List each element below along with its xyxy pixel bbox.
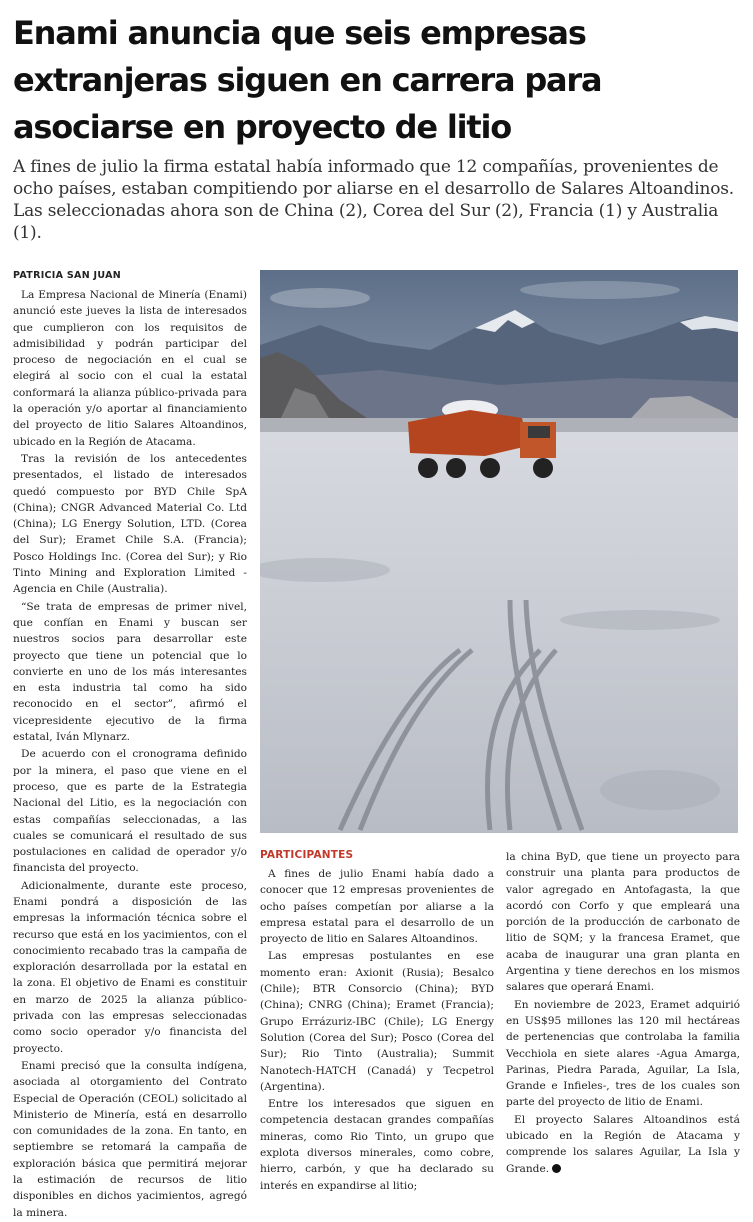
paragraph: Entre los interesados que siguen en competencia destacan grandes compañías mineras, como Rio Tinto, un grupo que explota diversos minerales, como cobre, hierro, carbón, y que ha declarado su interés en expandirse al litio; — [260, 1098, 494, 1192]
article-column-3 — [506, 849, 740, 1178]
paragraph — [506, 1112, 740, 1177]
paragraph: La Empresa Nacional de Minería (Enami) anunció este jueves la lista de interesados que cumplieron con los requisitos de admisibilidad y podrán participar del proceso de negociación en el cual se elegirá al socio con el cual la estatal conformará la alianza público-privada para la operación y/o aportar al financiamiento del proyecto de litio Salares Altoandinos, ubicado en la Región de Atacama. — [13, 289, 247, 448]
headline-line-1: Enami anuncia que seis empresas — [13, 14, 586, 52]
end-mark-icon: P — [552, 1164, 561, 1173]
paragraph: De acuerdo con el cronograma definido por la minera, el paso que viene en el proceso, que es parte de la Estrategia Nacional del Litio, es la negociación con estas compañías seleccionadas, a las cuales se comunicará el resultado de sus postulaciones en calidad de operador y/o financista del proyecto. — [13, 748, 247, 875]
paragraph: Las empresas postulantes en ese momento eran: Axionit (Rusia); Besalco (Chile); BTR Consorcio (China); BYD (China); CNRG (China); Eramet (Francia); Grupo Errázuriz-IBC (Chile); LG Energy Solution (Corea del Sur); Posco (Corea del Sur); Rio Tinto (Australia); Summit Nanotech-HATCH (Canadá) y Tecpetrol (Argentina). — [260, 950, 494, 1093]
paragraph: la china ByD, que tiene un proyecto para construir una planta para productos de valor agregado en Antofagasta, la que acordó con Corfo y que empleará una porción de la producción de carbonato de litio de SQM; y la francesa Eramet, que acaba de inaugurar una gran planta en Argentina y tiene derechos en los mismos salares que operará Enami. — [506, 851, 740, 994]
paragraph: Tras la revisión de los antecedentes presentados, el listado de interesados quedó compuesto por BYD Chile SpA (China); CNGR Advanced Material Co. Ltd (China); LG Energy Solution, LTD. (Corea del Sur); Eramet Chile S.A. (Francia); Posco Holdings Inc. (Corea del Sur); y Rio Tinto Mining and Exploration Limited - Agencia en Chile (Australia). — [13, 452, 247, 596]
paragraph: “Se trata de empresas de primer nivel, que confían en Enami y buscan ser nuestros socios para desarrollar este proyecto que tiene un potencial que lo convierte en uno de los más interesantes en esta industria tal como ha sido reconocido en el sector”, afirmó el vicepresidente ejecutivo de la firma estatal, Iván Mlynarz. — [13, 600, 247, 744]
headline — [13, 10, 743, 151]
headline-line-2: extranjeras siguen en carrera para — [13, 61, 602, 99]
paragraph: Enami precisó que la consulta indígena, asociada al otorgamiento del Contrato Especial de Operación (CEOL) solicitado al Ministerio de Minería, está en desarrollo con comunidades de la zona. En tanto, en septiembre se retomará la campaña de exploración básica que permitirá mejorar la estimación de recursos de litio disponibles en dichos yacimientos, agregó la minera. — [13, 1059, 247, 1219]
article-column-2 — [260, 866, 494, 1195]
paragraph: En noviembre de 2023, Eramet adquirió en US$95 millones las 120 mil hectáreas de pertenencias que controlaba la familia Vecchiola en siete alares -Agua Amarga, Parinas, Piedra Parada, Aguilar, La Isla, Grande e Infieles-, tres de los cuales son parte del proyecto de litio de Enami. — [506, 998, 740, 1109]
paragraph: A fines de julio Enami había dado a conocer que 12 empresas provenientes de ocho países competían por aliarse a la empresa estatal para el desarrollo de un proyecto de litio en Salares Altoandinos. — [260, 868, 494, 946]
headline-line-3: asociarse en proyecto de litio — [13, 108, 512, 146]
paragraph: Adicionalmente, durante este proceso, Enami pondrá a disposición de las empresas la información técnica sobre el recurso que está en los yacimientos, con el conocimiento recabado tras la campaña de exploración desarrollada por la estatal en la zona. El objetivo de Enami es constituir en marzo de 2025 la alianza público-privada con las empresas seleccionadas como socio operador y/o financista del proyecto. — [13, 879, 247, 1055]
byline: PATRICIA SAN JUAN — [13, 270, 122, 281]
article-deck: A fines de julio la firma estatal había informado que 12 compañías, provenientes de ocho países, estaban compitiendo por aliarse en el desarrollo de Salares Altoandinos. Las seleccionadas ahora son de China (2), Corea del Sur (2), Francia (1) y Australia (1). — [13, 157, 734, 243]
article-column-1 — [13, 287, 247, 1222]
salt-flat-truck-photo — [260, 270, 738, 833]
paragraph-text: El proyecto Salares Altoandinos está ubicado en la Región de Atacama y comprende los salares Aguilar, La Isla y Grande. — [506, 1113, 740, 1175]
section-label-participantes: PARTICIPANTES — [260, 849, 354, 861]
